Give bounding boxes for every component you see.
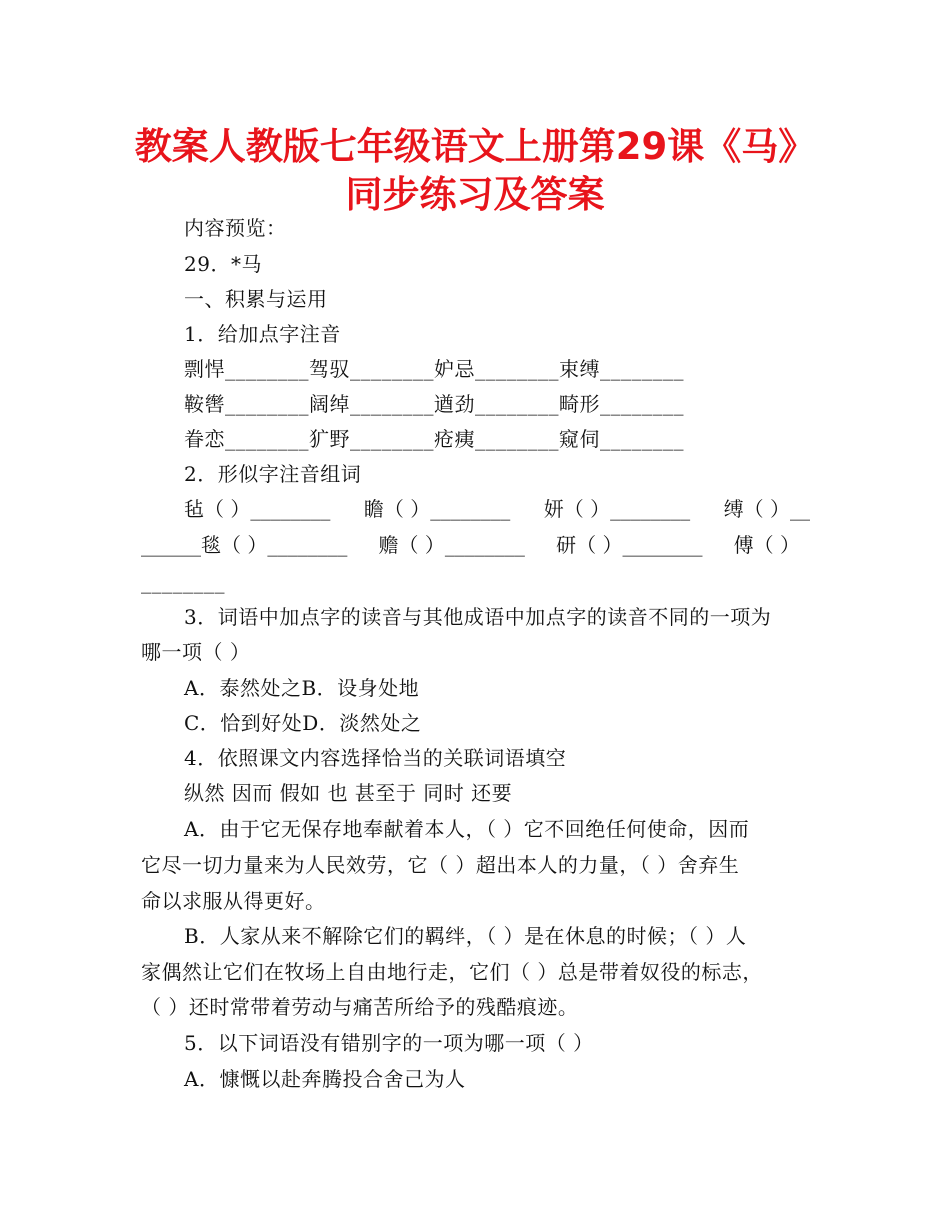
question-2-row-3: ________	[141, 570, 225, 594]
question-5-prompt: 5．以下词语没有错别字的一项为哪一项（ ）	[184, 1031, 594, 1055]
document-title-line-1: 教案人教版七年级语文上册第29课《马》	[134, 125, 816, 168]
question-4-a-line-1: A．由于它无保存地奉献着本人，（ ）它不回绝任何使命，因而	[184, 817, 750, 841]
question-3-options-cd: C．恰到好处D．淡然处之	[184, 711, 422, 735]
question-1-prompt: 1．给加点字注音	[184, 322, 341, 346]
question-2-prompt: 2．形似字注音组词	[184, 462, 362, 486]
section-heading: 一、积累与运用	[184, 287, 328, 311]
question-1-row-3: 眷恋________犷野________疮痍________窥伺________	[184, 427, 684, 451]
question-4-b-line-2: 家偶然让它们在牧场上自由地行走，它们（ ）总是带着奴役的标志，	[141, 960, 763, 984]
question-2-item: 傅（ ）	[733, 533, 800, 557]
question-4-word-bank: 纵然 因而 假如 也 甚至于 同时 还要	[184, 781, 513, 805]
question-2-row-1	[184, 495, 810, 523]
document-title-line-2: 同步练习及答案	[345, 173, 605, 216]
question-3-options-ab: A．泰然处之B．设身处地	[184, 676, 420, 700]
question-1-row-1: 剽悍________驾驭________妒忌________束缚________	[184, 357, 684, 381]
question-2-item: 瞻（ ）________	[363, 497, 511, 521]
question-2-item: 研（ ）________	[556, 533, 703, 557]
question-4-prompt: 4．依照课文内容选择恰当的关联词语填空	[184, 746, 567, 770]
question-5-option-a: A．慷慨以赴奔腾投合舍己为人	[184, 1067, 466, 1091]
question-1-row-2: 鞍辔________阔绰________遒劲________畸形________	[184, 392, 684, 416]
question-4-a-line-2: 它尽一切力量来为人民效劳，它（ ）超出本人的力量，（ ）舍弃生	[141, 853, 740, 877]
question-2-row-2	[141, 531, 800, 559]
lesson-heading: 29．*马	[184, 252, 262, 276]
question-4-b-line-1: B．人家从来不解除它们的羁绊，（ ）是在休息的时候；（ ）人	[184, 924, 747, 948]
question-3-prompt-cont: 哪一项（ ）	[141, 640, 251, 664]
question-4-b-line-3: （ ）还时常带着劳动与痛苦所给予的残酷痕迹。	[141, 995, 579, 1019]
question-2-item: 妍（ ）________	[543, 497, 691, 521]
question-3-prompt: 3．词语中加点字的读音与其他成语中加点字的读音不同的一项为	[184, 605, 772, 629]
question-4-a-line-3: 命以求服从得更好。	[141, 889, 326, 913]
question-2-item: 缚（ ）__	[723, 497, 810, 521]
intro-label: 内容预览：	[184, 216, 287, 240]
question-2-item: 赡（ ）________	[378, 533, 525, 557]
question-2-item: ______毯（ ）________	[141, 533, 348, 557]
question-2-item: 毡（ ）________	[184, 497, 331, 521]
